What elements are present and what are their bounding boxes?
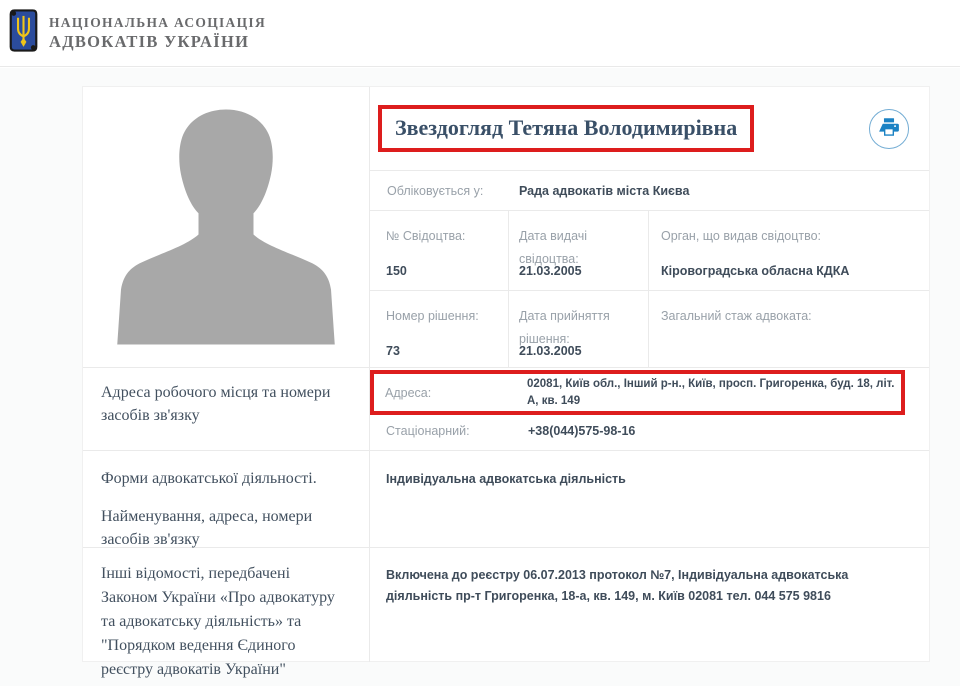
certificate-date-cell [509, 211, 649, 290]
lawyer-full-name: Звездогляд Тетяна Володимирівна [395, 115, 738, 140]
phone-value: +38(044)575-98-16 [528, 424, 636, 438]
workplace-section-title: Адреса робочого місця та номери засобів зв'язку [83, 368, 370, 450]
print-button[interactable] [869, 109, 909, 149]
decision-number-label: Номер рішення: [386, 309, 479, 323]
org-name-line2: АДВОКАТІВ УКРАЇНИ [49, 31, 250, 51]
experience-cell [649, 291, 929, 367]
org-logo[interactable] [8, 7, 266, 59]
person-silhouette-icon [101, 97, 351, 357]
lawyer-profile-card [82, 86, 930, 678]
certificate-issuer-value: Кіровоградська обласна КДКА [661, 264, 850, 278]
identity-table [370, 87, 929, 367]
certificate-date-label: Дата видачі свідоцтва: [519, 229, 588, 267]
phone-row [370, 415, 929, 447]
org-name-line1: НАЦІОНАЛЬНА АСОЦІАЦІЯ [49, 14, 266, 30]
certificate-number-label: № Свідоцтва: [386, 229, 466, 243]
activity-forms-section-title [83, 451, 370, 547]
certificate-number-cell [370, 211, 509, 290]
activity-form-value: Індивідуальна адвокатська діяльність [386, 472, 626, 486]
other-info-section-title: Інші відомості, передбачені Законом України «Про адвокатуру та адвокатську діяльність» та "Порядком ведення Єдиного реєстру адвокатів України" [83, 548, 370, 662]
decision-row [370, 291, 929, 367]
activity-forms-section [83, 451, 929, 548]
accounted-label: Обліковується у: [387, 183, 484, 198]
activity-forms-title-line2: Найменування, адреса, номери засобів зв'язку [101, 508, 313, 549]
address-value: 02081, Київ обл., Інший р-н., Київ, просп. Григоренка, буд. 18, літ. А, кв. 149 [527, 378, 895, 407]
certificate-number-value: 150 [386, 264, 407, 278]
site-header [0, 0, 960, 67]
certificate-row [370, 211, 929, 291]
accounted-value: Рада адвокатів міста Києва [519, 183, 690, 198]
other-info-value: Включена до реєстру 06.07.2013 протокол №7, Індивідуальна адвокатська діяльність пр-т Григоренка, 18-а, кв. 149, м. Київ 02081 тел. 044 575 9816 [386, 568, 849, 604]
decision-date-cell [509, 291, 649, 367]
phone-label: Стаціонарний: [386, 424, 470, 438]
decision-date-value: 21.03.2005 [519, 344, 582, 358]
name-row [370, 87, 929, 171]
certificate-issuer-label: Орган, що видав свідоцтво: [661, 229, 822, 243]
decision-date-label: Дата прийняття рішення: [519, 309, 610, 347]
accounted-row [370, 171, 929, 211]
certificate-issuer-cell [649, 211, 929, 290]
other-info-details [370, 548, 929, 662]
naau-scroll-trident-logo-icon [8, 7, 39, 59]
address-label: Адреса: [385, 385, 432, 400]
activity-forms-title-line1: Форми адвокатської діяльності. [101, 470, 317, 487]
identity-section [83, 87, 929, 368]
workplace-section [83, 368, 929, 451]
experience-label: Загальний стаж адвоката: [661, 309, 812, 323]
name-highlight-box [378, 105, 754, 152]
other-info-section [83, 548, 929, 678]
decision-number-cell [370, 291, 509, 367]
photo-cell [83, 87, 370, 367]
printer-icon [878, 116, 900, 141]
org-name [49, 15, 266, 52]
certificate-date-value: 21.03.2005 [519, 264, 582, 278]
workplace-details [370, 368, 929, 450]
decision-number-value: 73 [386, 344, 400, 358]
activity-forms-details [370, 451, 929, 547]
address-highlight-box [370, 370, 905, 415]
